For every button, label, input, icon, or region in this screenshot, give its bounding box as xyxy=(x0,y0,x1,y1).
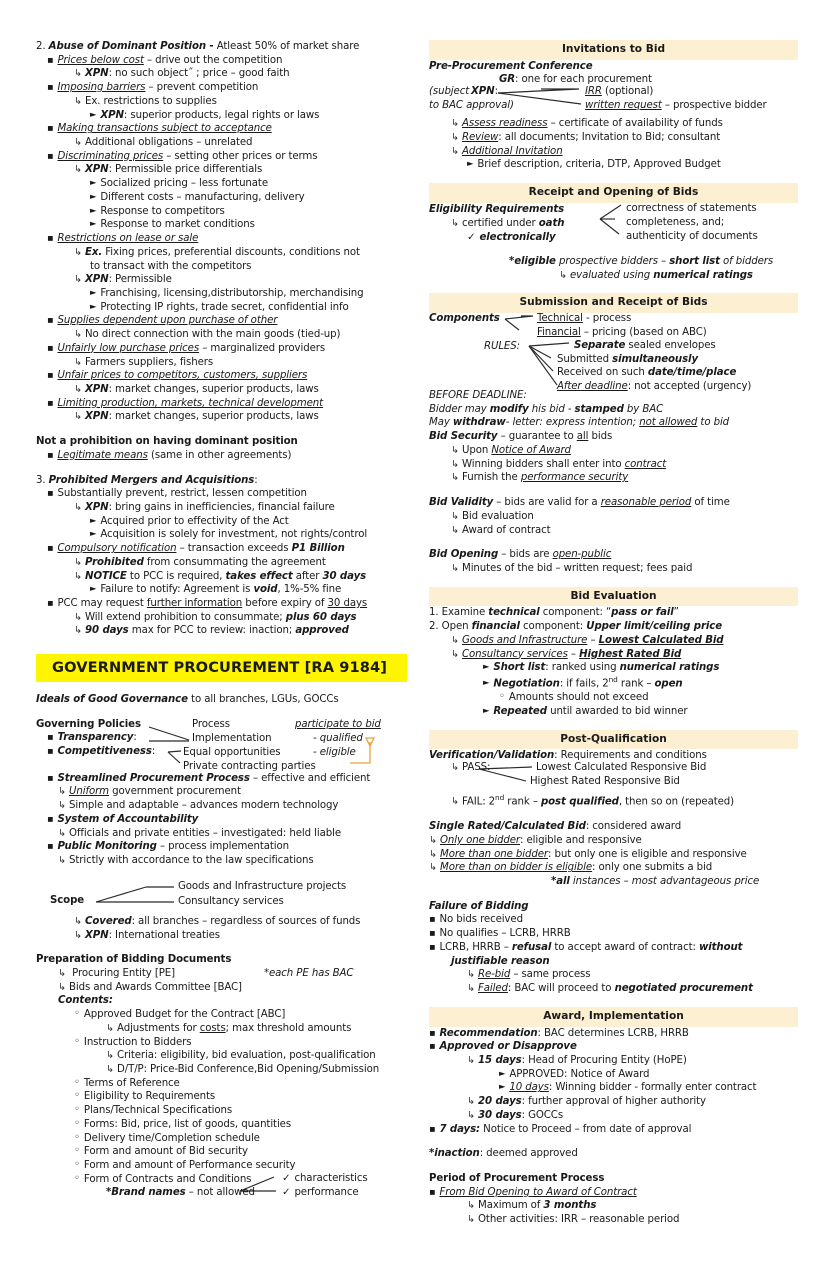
list-item: ◦ Approved Budget for the Contract [ABC] xyxy=(36,1008,407,1022)
list-item-cont: to transact with the competitors xyxy=(90,260,252,272)
mergers-heading: 3. Prohibited Mergers and Acquisitions: xyxy=(36,474,258,486)
electronically-label: ✓ electronically xyxy=(467,231,556,245)
failure-of-bidding-heading: Failure of Bidding xyxy=(429,900,529,912)
list-item: ► 10 days: Winning bidder - formally enter contract xyxy=(429,1081,798,1095)
preparation-heading: Preparation of Bidding Documents xyxy=(36,954,232,966)
list-item: ▪ PCC may request further information before expiry of 30 days xyxy=(36,597,407,611)
highest-rated-responsive-bid: Highest Rated Responsive Bid xyxy=(530,776,680,788)
not-prohibition-heading: Not a prohibition on having dominant position xyxy=(36,436,298,448)
list-item: ↳ Bid evaluation xyxy=(429,510,798,524)
list-item: ▪ Competitiveness: xyxy=(36,745,407,759)
certified-under-oath: ↳ certified under oath xyxy=(429,217,564,231)
list-item: ↳ No direct connection with the main goods (tied-up) xyxy=(36,328,407,342)
list-item: ↳ More than one bidder: but only one is eligible and responsive xyxy=(429,848,798,862)
list-item: ◦ Form and amount of Performance security xyxy=(36,1159,407,1173)
eligible-note: *eligible prospective bidders – short list of bidders xyxy=(509,255,774,267)
examine-technical-line: 1. Examine technical component: “pass or fail” xyxy=(429,607,679,619)
bid-validity-line: Bid Validity – bids are valid for a reasonable period of time xyxy=(429,497,730,509)
list-item: ▪ From Bid Opening to Award of Contract xyxy=(429,1186,798,1200)
list-item: ↳ XPN: no such object˝ ; price – good faith xyxy=(36,67,407,81)
section-header-bid-evaluation: Bid Evaluation xyxy=(429,587,798,607)
scope-goods-label: Goods and Infrastructure projects xyxy=(178,880,347,892)
list-item: ◦ Instruction to Bidders xyxy=(36,1036,407,1050)
list-item: ► XPN: superior products, legal rights or laws xyxy=(36,109,407,123)
abuse-heading-title: Abuse of Dominant Position - xyxy=(48,41,214,52)
list-item: ► Different costs – manufacturing, delivery xyxy=(36,191,407,205)
right-column xyxy=(429,40,798,1246)
abuse-heading xyxy=(36,40,407,54)
list-item: ↳ XPN: market changes, superior products, laws xyxy=(36,383,407,397)
list-item: ↳ XPN: bring gains in inefficiencies, financial failure xyxy=(36,501,407,515)
list-item: ↳ 30 days: GOCCs xyxy=(429,1109,798,1123)
eligible-label: - eligible xyxy=(313,746,356,758)
list-item: ▪ Public Monitoring – process implementation xyxy=(36,840,407,854)
list-item: ↳ 90 days max for PCC to review: inaction; approved xyxy=(36,624,407,638)
xpn-diagram-block xyxy=(429,87,798,117)
list-item: ◦ Eligibility to Requirements xyxy=(36,1090,407,1104)
ideals-line: Ideals of Good Governance to all branches, LGUs, GOCCs xyxy=(36,693,339,705)
to-bac-approval-label: to BAC approval) xyxy=(429,100,514,112)
list-item: ► Short list: ranked using numerical ratings xyxy=(429,661,798,675)
list-item: ↳ Goods and Infrastructure – Lowest Calculated Bid xyxy=(429,634,798,648)
list-item: ► Protecting IP rights, trade secret, confidential info xyxy=(36,301,407,315)
list-item: ↳ XPN: Permissible price differentials xyxy=(36,163,407,177)
submission-diagram-block xyxy=(429,313,798,393)
list-item: ▪ No qualifies – LCRB, HRRB xyxy=(429,927,798,941)
components-label: Components xyxy=(429,313,500,325)
abuse-heading-num: 2. xyxy=(36,41,46,52)
list-item: ↳ D/T/P: Price-Bid Conference,Bid Opening/Submission xyxy=(36,1063,407,1077)
list-item: ► Brief description, criteria, DTP, Approved Budget xyxy=(429,158,798,172)
section-header-award: Award, Implementation xyxy=(429,1007,798,1027)
eligibility-diagram-block xyxy=(429,203,798,249)
list-item: ▪ Compulsory notification – transaction exceeds P1 Billion xyxy=(36,542,407,556)
qualified-label: - qualified xyxy=(313,732,363,744)
list-item: ↳ Uniform government procurement xyxy=(36,785,407,799)
list-item: ▪ Unfair prices to competitors, customers, suppliers xyxy=(36,369,407,383)
list-item: ↳ Simple and adaptable – advances modern technology xyxy=(36,799,407,813)
list-item: ▪ Transparency: xyxy=(36,731,407,745)
justifiable-reason-cont: justifiable reason xyxy=(451,955,550,967)
list-item: ◦ Delivery time/Completion schedule xyxy=(36,1132,407,1146)
list-item: ◦ Form and amount of Bid security xyxy=(36,1145,407,1159)
equal-opportunities-label: Equal opportunities xyxy=(183,746,281,758)
list-item: ► Acquired prior to effectivity of the Act xyxy=(36,515,407,529)
rules-label: RULES: xyxy=(484,341,520,353)
list-item: ↳ Winning bidders shall enter into contract xyxy=(429,458,798,472)
list-item: ↳ Strictly with accordance to the law specifications xyxy=(36,854,407,868)
technical-label: Technical - process xyxy=(537,313,632,325)
list-item: ▪ Approved or Disapprove xyxy=(429,1040,798,1054)
eligibility-requirements-heading: Eligibility Requirements xyxy=(429,203,565,215)
list-item: ↳ Maximum of 3 months xyxy=(429,1199,798,1213)
list-item: ↳ Minutes of the bid – written request; fees paid xyxy=(429,562,798,576)
list-item: ↳ Upon Notice of Award xyxy=(429,444,798,458)
list-item: ↳ Award of contract xyxy=(429,524,798,538)
process-label: Process xyxy=(192,718,230,730)
list-item: ↳ XPN: Permissible xyxy=(36,273,407,287)
list-item: ◦ Forms: Bid, price, list of goods, quantities xyxy=(36,1118,407,1132)
pass-diagram-block xyxy=(429,763,798,793)
left-column xyxy=(36,40,407,1246)
list-item: ▪ Discriminating prices – setting other prices or terms xyxy=(36,150,407,164)
modify-bid-line: Bidder may modify his bid - stamped by BAC xyxy=(429,403,664,415)
scope-consultancy-label: Consultancy services xyxy=(178,895,284,907)
list-item: ▪ Recommendation: BAC determines LCRB, HRRB xyxy=(429,1027,798,1041)
list-item: ▪ Prices below cost – drive out the competition xyxy=(36,54,407,68)
open-financial-line: 2. Open financial component: Upper limit/ceiling price xyxy=(429,621,723,633)
list-item: ► Franchising, licensing,distributorship, merchandising xyxy=(36,287,407,301)
performance-label: ✓ performance xyxy=(282,1186,359,1200)
list-item: ↳ Review: all documents; Invitation to Bid; consultant xyxy=(429,131,798,145)
list-item: ↳ Re-bid – same process xyxy=(429,968,798,982)
section-header-submission: Submission and Receipt of Bids xyxy=(429,293,798,313)
scope-block xyxy=(36,880,407,915)
list-item: ↳ More than on bidder is eligible: only one submits a bid xyxy=(429,861,798,875)
pass-label: ↳ PASS: xyxy=(429,761,490,775)
brand-names-block xyxy=(36,1173,407,1200)
list-item: ↳ Consultancy services – Highest Rated Bid xyxy=(429,648,798,662)
section-header-post-qualification: Post-Qualification xyxy=(429,730,798,750)
withdraw-bid-line: May withdraw- letter: express intention; not allowed to bid xyxy=(429,417,730,429)
list-item: ↳ Additional Invitation xyxy=(429,145,798,159)
before-deadline-heading: BEFORE DEADLINE: xyxy=(429,390,527,402)
list-item: ► Acquisition is solely for investment, not rights/control xyxy=(36,528,407,542)
list-item: ↳ Ex. Fixing prices, preferential discounts, conditions not xyxy=(36,246,407,260)
abuse-heading-rest: Atleast 50% of market share xyxy=(213,41,360,52)
irr-option-label: IRR (optional) xyxy=(585,86,654,98)
list-item: ▪ Imposing barriers – prevent competition xyxy=(36,81,407,95)
list-item: ↳ 15 days: Head of Procuring Entity (HoPE) xyxy=(429,1054,798,1068)
participate-to-bid-label: participate to bid xyxy=(295,718,381,730)
numerical-ratings-note: ↳ evaluated using numerical ratings xyxy=(429,269,798,283)
list-item: ▪ Supplies dependent upon purchase of other xyxy=(36,314,407,328)
list-item: ▪ Substantially prevent, restrict, lessen competition xyxy=(36,487,407,501)
subject-label: (subject xyxy=(429,86,470,98)
period-heading: Period of Procurement Process xyxy=(429,1173,605,1185)
authenticity-label: authenticity of documents xyxy=(626,230,758,242)
list-item: ↳ Additional obligations – unrelated xyxy=(36,136,407,150)
list-item: ▪ Streamlined Procurement Process – effective and efficient xyxy=(36,772,407,786)
xpn-label: XPN: xyxy=(471,86,498,98)
bid-opening-line: Bid Opening – bids are open-public xyxy=(429,549,612,561)
list-item: ↳ XPN: market changes, superior products, laws xyxy=(36,410,407,424)
list-item: ↳ Bids and Awards Committee [BAC] xyxy=(36,981,407,995)
rule-after-deadline: After deadline: not accepted (urgency) xyxy=(557,381,752,393)
bid-security-line: Bid Security – guarantee to all bids xyxy=(429,431,613,443)
list-item: ↳ Other activities: IRR – reasonable period xyxy=(429,1213,798,1227)
list-item: ▪ Legitimate means (same in other agreements) xyxy=(36,449,407,463)
list-item: *Brand names – not allowed xyxy=(106,1187,255,1199)
list-item: ► Repeated until awarded to bid winner xyxy=(429,705,798,719)
list-item: ↳ Adjustments for costs; max threshold amounts xyxy=(36,1022,407,1036)
section-header-receipt: Receipt and Opening of Bids xyxy=(429,183,798,203)
list-item: ▪ No bids received xyxy=(429,913,798,927)
list-item: ◦ Plans/Technical Specifications xyxy=(36,1104,407,1118)
fail-line: ↳ FAIL: 2nd rank – post qualified, then so on (repeated) xyxy=(429,793,798,809)
implementation-label: Implementation xyxy=(192,732,272,744)
list-item: ↳ Prohibited from consummating the agreement xyxy=(36,556,407,570)
inaction-note: *inaction: deemed approved xyxy=(429,1148,578,1160)
written-request-label: written request – prospective bidder xyxy=(585,100,767,112)
list-item: ◦ Amounts should not exceed xyxy=(429,691,798,705)
list-item: ↳ Ex. restrictions to supplies xyxy=(36,95,407,109)
all-instances-note: *all instances – most advantageous price xyxy=(551,876,760,888)
correctness-label: correctness of statements xyxy=(626,202,757,214)
list-item: ↳ Assess readiness – certificate of availability of funds xyxy=(429,117,798,131)
single-rated-bid-line: Single Rated/Calculated Bid: considered award xyxy=(429,821,682,833)
list-item: ↳ Will extend prohibition to consummate; plus 60 days xyxy=(36,611,407,625)
list-item: ↳ Farmers suppliers, fishers xyxy=(36,356,407,370)
list-item: ↳ Covered: all branches – regardless of sources of funds xyxy=(36,915,407,929)
list-item: ↳ Failed: BAC will proceed to negotiated procurement xyxy=(429,982,798,996)
list-item: ▪ Unfairly low purchase prices – marginalized providers xyxy=(36,342,407,356)
rule-separate: Separate sealed envelopes xyxy=(574,340,716,352)
section-header-invitations: Invitations to Bid xyxy=(429,40,798,60)
verification-validation-line: Verification/Validation: Requirements and conditions xyxy=(429,750,707,762)
gr-line: GR: one for each procurement xyxy=(499,74,652,86)
characteristics-label: ✓ characteristics xyxy=(282,1172,368,1186)
list-item: ↳ Procuring Entity [PE] *each PE has BAC xyxy=(36,967,407,981)
rule-simultaneously: Submitted simultaneously xyxy=(557,354,698,366)
list-item: ◦ Form of Contracts and Conditions xyxy=(36,1173,407,1187)
list-item: ► Response to market conditions xyxy=(36,218,407,232)
list-item: ↳ Criteria: eligibility, bid evaluation, post-qualification xyxy=(36,1049,407,1063)
list-item: ↳ Only one bidder: eligible and responsive xyxy=(429,834,798,848)
list-item: ▪ LCRB, HRRB – refusal to accept award of contract: without xyxy=(429,941,798,955)
list-item: ↳ 20 days: further approval of higher authority xyxy=(429,1095,798,1109)
list-item: ◦ Terms of Reference xyxy=(36,1077,407,1091)
list-item: ▪ 7 days: Notice to Proceed – from date of approval xyxy=(429,1123,798,1137)
list-item: ▪ Limiting production, markets, technical development xyxy=(36,397,407,411)
list-item: ► Negotiation: if fails, 2nd rank – open xyxy=(429,675,798,691)
rule-date-time-place: Received on such date/time/place xyxy=(557,367,737,379)
list-item: ► Response to competitors xyxy=(36,205,407,219)
list-item: ▪ Restrictions on lease or sale xyxy=(36,232,407,246)
list-item: ► Socialized pricing – less fortunate xyxy=(36,177,407,191)
list-item: ▪ System of Accountability xyxy=(36,813,407,827)
scope-label: Scope xyxy=(50,894,85,906)
list-item: ► Failure to notify: Agreement is void, 1%-5% fine xyxy=(36,583,407,597)
governing-policies-heading: Governing Policies xyxy=(36,718,141,730)
list-item: ► APPROVED: Notice of Award xyxy=(429,1068,798,1082)
financial-label: Financial – pricing (based on ABC) xyxy=(537,327,707,339)
list-item: ↳ XPN: International treaties xyxy=(36,929,407,943)
lowest-calculated-responsive-bid: Lowest Calculated Responsive Bid xyxy=(536,762,707,774)
list-item: ▪ Making transactions subject to acceptance xyxy=(36,122,407,136)
contents-label: Contents: xyxy=(58,995,113,1007)
list-item: ↳ Furnish the performance security xyxy=(429,471,798,485)
governing-policies-block xyxy=(36,718,407,772)
list-item: ↳ NOTICE to PCC is required, takes effect after 30 days xyxy=(36,570,407,584)
pre-procurement-conference-heading: Pre-Procurement Conference xyxy=(429,60,593,72)
private-contracting-label: Private contracting parties xyxy=(183,760,316,772)
government-procurement-banner: GOVERNMENT PROCUREMENT [RA 9184] xyxy=(36,654,407,682)
each-pe-has-bac-note: *each PE has BAC xyxy=(264,967,354,979)
list-item: ↳ Officials and private entities – investigated: held liable xyxy=(36,827,407,841)
completeness-label: completeness, and; xyxy=(626,216,725,228)
